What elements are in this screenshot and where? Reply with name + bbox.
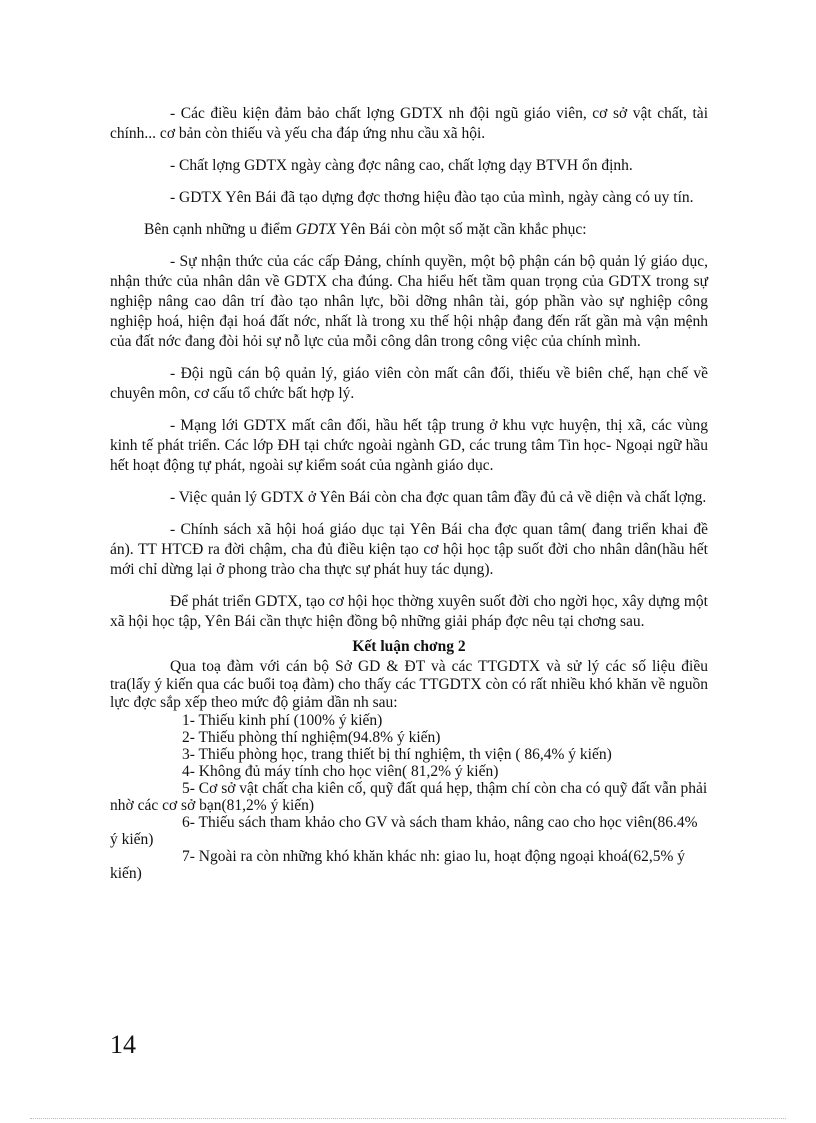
paragraph: - Chất lợng GDTX ngày càng đợc nâng cao, chất lợng dạy BTVH ổn định. <box>170 157 633 174</box>
page-number: 14 <box>110 1030 136 1059</box>
section-heading: Kết luận chơng 2 <box>352 638 466 655</box>
footer-divider <box>30 1118 786 1119</box>
list-item: 6- Thiếu sách tham khảo cho GV và sách tham khảo, nâng cao cho học viên(86.4% ý kiến) <box>110 814 698 848</box>
intro-pre: Bên cạnh những u điểm <box>144 221 296 238</box>
list-item: 1- Thiếu kinh phí (100% ý kiến) <box>182 712 383 729</box>
paragraph: - Chính sách xã hội hoá giáo dục tại Yên Bái cha đợc quan tâm( đang triển khai đề án). TT HTCĐ ra đời chậm, cha đủ điều kiện tạo cơ hội học tập suốt đời cho nhân dân(hầu hết mới chỉ dừng lại ở phong trào cha thực sự phát huy tác dụng). <box>110 521 708 578</box>
intro-emphasis: GDTX <box>295 221 337 238</box>
paragraph: - Đội ngũ cán bộ quản lý, giáo viên còn mất cân đối, thiếu về biên chế, hạn chế về chuyên môn, cơ cấu tổ chức bất hợp lý. <box>110 365 708 402</box>
paragraph: - Việc quản lý GDTX ở Yên Bái còn cha đợc quan tâm đầy đủ cả về diện và chất lợng. <box>170 489 707 506</box>
conclusion-intro: Qua toạ đàm với cán bộ Sở GD & ĐT và các TTGDTX và sử lý các số liệu điều tra(lấy ý kiến qua các buổi toạ đàm) cho thấy các TTGDTX còn có rất nhiều khó khăn về nguồn lực đợc sắp xếp theo mức độ giảm dần nh sau: <box>110 658 708 711</box>
list-item: 5- Cơ sở vật chất cha kiên cố, quỹ đất quá hẹp, thậm chí còn cha có quỹ đất vẫn phải nhờ các cơ sở bạn(81,2% ý kiến) <box>110 780 708 814</box>
paragraph: - Sự nhận thức của các cấp Đảng, chính quyền, một bộ phận cán bộ quản lý giáo dục, nhận thức của nhân dân về GDTX cha đúng. Cha hiểu hết tầm quan trọng của GDTX trong sự nghiệp nâng cao dân trí đào tạo nhân lực, bồi dỡng nhân tài, góp phần vào sự nghiệp công nghiệp hoá, hiện đại hoá đất nớc, nhất là trong xu thế hội nhập đang đến rất gần mà vận mệnh của đất nớc đang đòi hỏi sự nỗ lực của mỗi công dân trong công việc của chính mình. <box>110 253 708 350</box>
paragraph: - GDTX Yên Bái đã tạo dựng đợc thơng hiệu đào tạo của mình, ngày càng có uy tín. <box>170 189 694 206</box>
paragraph: - Mạng lới GDTX mất cân đối, hầu hết tập trung ở khu vực huyện, thị xã, các vùng kinh tế phát triển. Các lớp ĐH tại chức ngoài ngành GD, các trung tâm Tin học- Ngoại ngữ hầu hết hoạt động tự phát, ngoài sự kiểm soát của ngành giáo dục. <box>110 417 708 474</box>
intro-post: Yên Bái còn một số mặt cần khắc phục: <box>336 221 587 238</box>
document-body <box>110 104 708 882</box>
paragraph: Để phát triển GDTX, tạo cơ hội học thờng xuyên suốt đời cho ngời học, xây dựng một xã hội học tập, Yên Bái cần thực hiện đồng bộ những giải pháp đợc nêu tại chơng sau. <box>110 593 708 630</box>
paragraph: - Các điều kiện đảm bảo chất lợng GDTX nh đội ngũ giáo viên, cơ sở vật chất, tài chính... cơ bản còn thiếu và yếu cha đáp ứng nhu cầu xã hội. <box>110 105 708 142</box>
list-item: 3- Thiếu phòng học, trang thiết bị thí nghiệm, th viện ( 86,4% ý kiến) <box>182 746 612 763</box>
intro-paragraph <box>110 220 708 240</box>
list-item: 7- Ngoài ra còn những khó khăn khác nh: giao lu, hoạt động ngoại khoá(62,5% ý kiến) <box>110 848 686 882</box>
list-item: 2- Thiếu phòng thí nghiệm(94.8% ý kiến) <box>182 729 441 746</box>
list-item: 4- Không đủ máy tính cho học viên( 81,2% ý kiến) <box>182 763 499 780</box>
